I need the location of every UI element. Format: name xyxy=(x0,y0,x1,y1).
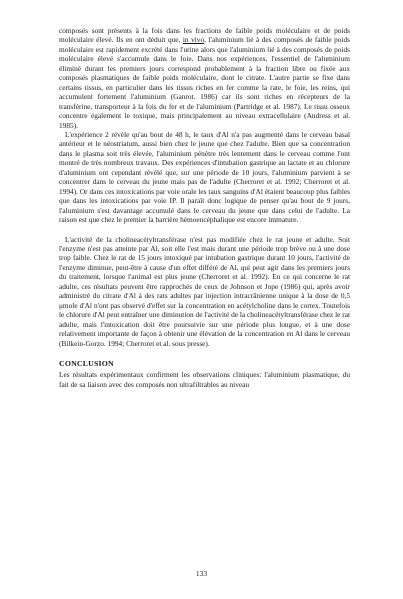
in-vivo-underlined: in vivo xyxy=(182,35,205,45)
paragraph-4: Les résultats expérimentaux confirment les observations cliniques: l'aluminium plasmatique, du fait de sa liaison avec des composés non ultrafiltrables au niveau xyxy=(59,370,350,389)
body-text xyxy=(59,26,350,389)
conclusion-heading: CONCLUSION xyxy=(59,358,114,368)
paragraph-1-part-b: , l'aluminium lié à des composés de faible poids moléculaire est rapidement excrété dans l'urine alors que l'aluminium lié à des composés de poids moléculaire élevé s'accumule dans le foie. Dans nos expériences, l'essentiel de l'aluminium éliminé durant les premiers jours correspond probablement à la fraction libre ou fixée aux composés plasmatiques de faible poids moléculaire, dont le citrate. L'autre partie se fixe dans certains tissus, en particulier dans les tissus riches en fer comme la rate, le foie, les reins, qui accumulent fortement l'aluminium (Ganrot. 1986) car ils sont riches en récepteurs de la transférine, transporteur à la fois du fer et de l'aluminium (Partridge et al. 1987). Le tissu osseux concentre également le toxique, mais principalement au niveau extracellulaire (Andress et al. 1985). xyxy=(59,35,350,130)
paragraph-3: L'activité de la cholineacétyltransférase n'est pas modifiée chez le rat jeune et adulte. Soit l'enzyme n'est pas atteinte par Al, soit elle l'est mais durant une période trop brève ou à une dose trop faible. Chez le rat de 15 jours intoxiqué par intubation gastrique durant 10 jours, l'activité de l'enzyme diminue, peut-être à cause d'un effet différé de Al, qui peut agir dans les premiers jours du traitement, lorsque l'animal est plus jeune (Cherroret et al. 1992). En ce qui concerne le rat adulte, ces résultats peuvent être rapprochés de ceux de Johnson et Jope (1986) qui, après avoir administré du citrate d'Al à des rats adultes par injection intracrânienne unique à la dose de 0,5 μmole d'Al n'ont pas observé d'effet sur la concentration en acétylcholine dans le cortex. Toutefois le chlorure d'Al peut entraîner une diminution de l'activité de la cholineacétyltransférase chez le rat adulte, mais l'intoxication doit être poursuivie sur une période plus longue, et à une dose relativement importante de façon à obtenir une élévation de la concentration en Al dans le cerveau (Bilkein-Gorzo. 1994; Cherroret et al. sous presse). xyxy=(59,234,350,348)
paragraph-2: L'expérience 2 révèle qu'au bout de 48 h, le taux d'Al n'a pas augmenté dans le cerveau basal antérieur et le néostriatum, aussi bien chez le jeune que chez l'adulte. Bien que sa concentration dans le plasma soit très élevée, l'aluminium pénètre très lentement dans le cerveau comme l'ont montré de très nombreux travaux. Des expériences d'intubation gastrique au lactate et au chlorure d'aluminium ont cependant révélé que, sur une période de 10 jours, l'aluminium parvient à se concentrer dans le cerveau du jeune mais pas de l'adulte (Cherroret et al. 1992; Cherroret et al. 1994). Or dans ces intoxications par voie orale les taux sanguins d'Al étaient beaucoup plus faibles que dans les intoxications par voie IP. Il paraît donc logique de penser qu'au bout de 9 jours, l'aluminium s'est davantage accumulé dans le cerveau du jeune que dans celui de l'adulte. La raison est que chez le premier la barrière hémoencéphalique est encore immature. xyxy=(59,129,350,225)
paragraph-1-part-a: composés sont présents à la fois dans les fractions de faible poids moléculaire et de poids moléculaire élevé. Ils en ont déduit que, xyxy=(59,26,350,45)
page-number: 133 xyxy=(195,569,208,578)
paragraph-1 xyxy=(59,26,350,130)
